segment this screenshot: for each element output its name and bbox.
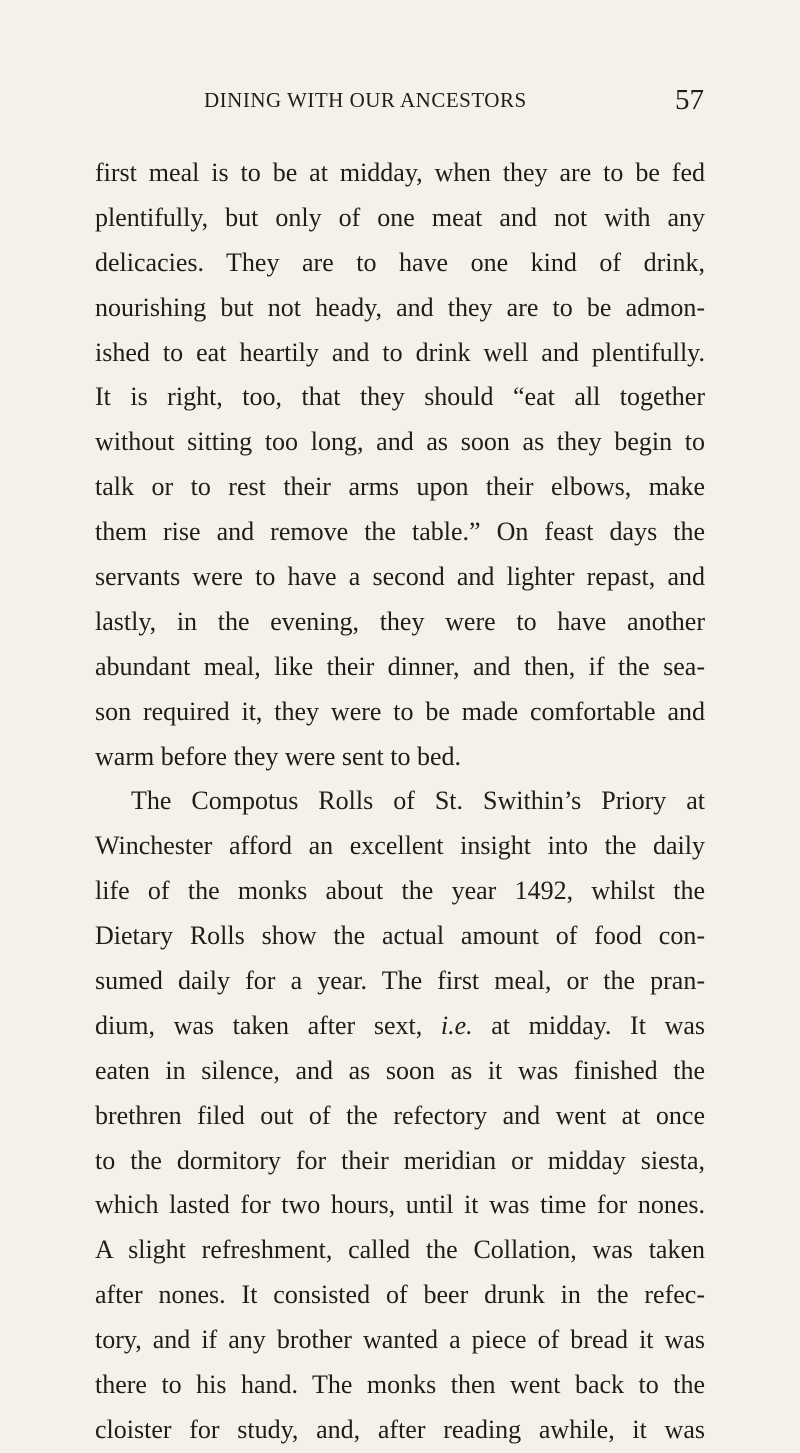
text-line-paragraph-start: The Compotus Rolls of St. Swithin’s Priory at xyxy=(131,786,705,816)
text-line: eaten in silence, and as soon as it was finished the xyxy=(95,1055,705,1085)
text-line: there to his hand. The monks then went back to the xyxy=(95,1370,705,1400)
text-line: which lasted for two hours, until it was time for nones. xyxy=(95,1190,705,1220)
text-line: Winchester afford an excellent insight into the daily xyxy=(95,831,705,861)
text-line: first meal is to be at midday, when they are to be fed xyxy=(95,158,705,187)
body-text xyxy=(95,151,705,1453)
page-number: 57 xyxy=(675,84,704,116)
text-line-paragraph-end: warm before they were sent to bed. xyxy=(95,741,462,771)
text-line: sumed daily for a year. The first meal, or the pran- xyxy=(95,966,705,996)
text-line: abundant meal, like their dinner, and then, if the sea- xyxy=(95,651,705,681)
text-line: A slight refreshment, called the Collation, was taken xyxy=(95,1235,705,1265)
text-line: lastly, in the evening, they were to have another xyxy=(95,606,705,636)
italic-abbreviation: i.e. xyxy=(440,1010,473,1040)
text-line: cloister for study, and, after reading awhile, it was xyxy=(95,1414,705,1444)
text-line: servants were to have a second and lighter repast, and xyxy=(95,562,705,592)
text-line: brethren filed out of the refectory and went at once xyxy=(95,1100,705,1130)
text-line: It is right, too, that they should “eat all together xyxy=(95,382,705,412)
text-line: tory, and if any brother wanted a piece of bread it was xyxy=(95,1325,705,1355)
text-line: Dietary Rolls show the actual amount of food con- xyxy=(95,921,705,951)
text-line: son required it, they were to be made comfortable and xyxy=(95,696,705,726)
text-segment: at midday. It was xyxy=(472,1010,705,1040)
running-head xyxy=(204,84,704,118)
running-title: DINING WITH OUR ANCESTORS xyxy=(204,88,527,112)
text-line: talk or to rest their arms upon their elbows, make xyxy=(95,472,705,502)
text-line: life of the monks about the year 1492, whilst the xyxy=(95,876,705,906)
text-line: nourishing but not heady, and they are to be admon- xyxy=(95,292,705,322)
text-line: plentifully, but only of one meat and not with any xyxy=(95,202,705,232)
text-line: delicacies. They are to have one kind of drink, xyxy=(95,247,705,277)
text-line: after nones. It consisted of beer drunk in the refec- xyxy=(95,1280,705,1310)
text-line-with-italic xyxy=(95,1004,705,1049)
text-line: ished to eat heartily and to drink well and plentifully. xyxy=(95,337,705,367)
text-line: without sitting too long, and as soon as they begin to xyxy=(95,427,705,457)
text-segment: dium, was taken after sext, xyxy=(95,1010,441,1040)
text-line: them rise and remove the table.” On feast days the xyxy=(95,517,705,547)
text-line: to the dormitory for their meridian or midday siesta, xyxy=(95,1145,705,1175)
